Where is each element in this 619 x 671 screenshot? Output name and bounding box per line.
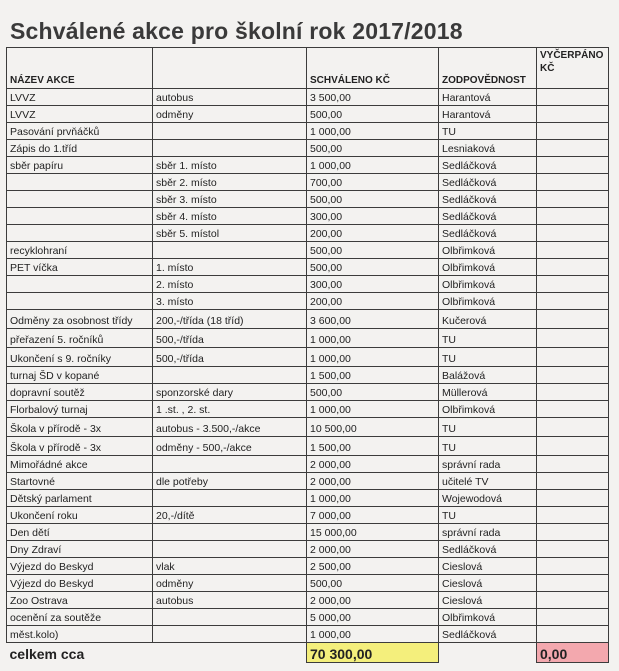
cell-approved: 500,00: [307, 384, 439, 401]
cell-spent: [537, 592, 609, 609]
cell-name: Startovné: [7, 473, 153, 490]
cell-spent: [537, 157, 609, 174]
cell-detail: [153, 609, 307, 626]
cell-name: Mimořádné akce: [7, 456, 153, 473]
cell-detail: 3. místo: [153, 293, 307, 310]
total-label: celkem cca: [7, 643, 153, 663]
cell-name: [7, 276, 153, 293]
table-row: [7, 174, 609, 191]
cell-spent: [537, 609, 609, 626]
cell-name: Škola v přírodě - 3x: [7, 418, 153, 437]
cell-detail: 500,-/třída: [153, 348, 307, 367]
cell-approved: 500,00: [307, 140, 439, 157]
table-header-row: [7, 48, 609, 89]
cell-approved: 1 000,00: [307, 348, 439, 367]
cell-responsible: Harantová: [439, 106, 537, 123]
cell-name: Dětský parlament: [7, 490, 153, 507]
cell-approved: 1 000,00: [307, 157, 439, 174]
cell-spent: [537, 225, 609, 242]
table-row: [7, 259, 609, 276]
cell-name: Odměny za osobnost třídy: [7, 310, 153, 329]
cell-responsible: TU: [439, 437, 537, 456]
total-responsible-empty: [439, 643, 537, 663]
cell-approved: 1 500,00: [307, 437, 439, 456]
header-spent: VYČERPÁNO KČ: [537, 48, 609, 89]
table-row: [7, 348, 609, 367]
cell-responsible: správní rada: [439, 456, 537, 473]
cell-approved: 1 000,00: [307, 401, 439, 418]
cell-name: Ukončení roku: [7, 507, 153, 524]
table-row: [7, 437, 609, 456]
table-row: [7, 191, 609, 208]
table-row: [7, 592, 609, 609]
table-row: [7, 507, 609, 524]
cell-approved: 1 000,00: [307, 329, 439, 348]
cell-detail: autobus - 3.500,-/akce: [153, 418, 307, 437]
table-row: [7, 89, 609, 106]
cell-detail: [153, 456, 307, 473]
cell-name: sběr papíru: [7, 157, 153, 174]
cell-approved: 1 500,00: [307, 367, 439, 384]
cell-spent: [537, 208, 609, 225]
cell-detail: 1. místo: [153, 259, 307, 276]
cell-responsible: Kučerová: [439, 310, 537, 329]
table-row: [7, 140, 609, 157]
cell-responsible: TU: [439, 418, 537, 437]
cell-spent: [537, 626, 609, 643]
cell-name: Výjezd do Beskyd: [7, 575, 153, 592]
cell-responsible: TU: [439, 123, 537, 140]
cell-approved: 500,00: [307, 242, 439, 259]
cell-responsible: TU: [439, 348, 537, 367]
cell-detail: vlak: [153, 558, 307, 575]
cell-approved: 7 000,00: [307, 507, 439, 524]
table-row: [7, 293, 609, 310]
cell-name: Zápis do 1.tříd: [7, 140, 153, 157]
cell-spent: [537, 418, 609, 437]
cell-name: LVVZ: [7, 89, 153, 106]
table-row: [7, 401, 609, 418]
cell-spent: [537, 456, 609, 473]
cell-responsible: Olbřimková: [439, 259, 537, 276]
table-row: [7, 456, 609, 473]
cell-approved: 2 000,00: [307, 473, 439, 490]
cell-name: [7, 208, 153, 225]
table-row: [7, 490, 609, 507]
total-row: [7, 643, 609, 663]
cell-spent: [537, 558, 609, 575]
cell-responsible: správní rada: [439, 524, 537, 541]
cell-responsible: Sedláčková: [439, 225, 537, 242]
cell-name: Škola v přírodě - 3x: [7, 437, 153, 456]
cell-name: dopravní soutěž: [7, 384, 153, 401]
cell-approved: 500,00: [307, 191, 439, 208]
cell-responsible: učitelé TV: [439, 473, 537, 490]
cell-responsible: Sedláčková: [439, 157, 537, 174]
cell-approved: 2 000,00: [307, 592, 439, 609]
cell-spent: [537, 541, 609, 558]
cell-spent: [537, 490, 609, 507]
cell-name: [7, 191, 153, 208]
table-row: [7, 123, 609, 140]
cell-approved: 300,00: [307, 208, 439, 225]
cell-responsible: TU: [439, 507, 537, 524]
cell-name: Dny Zdraví: [7, 541, 153, 558]
table-row: [7, 242, 609, 259]
cell-detail: [153, 541, 307, 558]
cell-responsible: Cieslová: [439, 575, 537, 592]
cell-approved: 1 000,00: [307, 123, 439, 140]
table-row: [7, 524, 609, 541]
cell-spent: [537, 507, 609, 524]
cell-responsible: Cieslová: [439, 592, 537, 609]
cell-spent: [537, 401, 609, 418]
cell-spent: [537, 106, 609, 123]
cell-approved: 700,00: [307, 174, 439, 191]
cell-responsible: Cieslová: [439, 558, 537, 575]
cell-detail: sběr 4. místo: [153, 208, 307, 225]
cell-approved: 2 000,00: [307, 541, 439, 558]
cell-spent: [537, 437, 609, 456]
cell-responsible: TU: [439, 329, 537, 348]
table-row: [7, 208, 609, 225]
table-body: [7, 89, 609, 643]
cell-spent: [537, 367, 609, 384]
header-responsible: ZODPOVĚDNOST: [439, 48, 537, 89]
cell-detail: 500,-/třída: [153, 329, 307, 348]
table-row: [7, 384, 609, 401]
cell-detail: [153, 367, 307, 384]
table-row: [7, 329, 609, 348]
cell-spent: [537, 310, 609, 329]
cell-responsible: Olbřimková: [439, 276, 537, 293]
header-name: NÁZEV AKCE: [7, 48, 153, 89]
cell-detail: odměny: [153, 575, 307, 592]
table-row: [7, 418, 609, 437]
cell-responsible: Sedláčková: [439, 208, 537, 225]
cell-spent: [537, 123, 609, 140]
cell-name: Výjezd do Beskyd: [7, 558, 153, 575]
budget-table: [6, 47, 609, 663]
cell-responsible: Olbřimková: [439, 242, 537, 259]
cell-spent: [537, 473, 609, 490]
cell-name: PET víčka: [7, 259, 153, 276]
table-row: [7, 310, 609, 329]
cell-detail: sběr 2. místo: [153, 174, 307, 191]
cell-detail: [153, 242, 307, 259]
cell-responsible: Sedláčková: [439, 191, 537, 208]
cell-approved: 200,00: [307, 225, 439, 242]
table-row: [7, 106, 609, 123]
cell-responsible: Lesniaková: [439, 140, 537, 157]
cell-name: [7, 174, 153, 191]
total-approved: 70 300,00: [307, 643, 439, 663]
table-row: [7, 157, 609, 174]
cell-approved: 500,00: [307, 259, 439, 276]
cell-spent: [537, 293, 609, 310]
cell-responsible: Sedláčková: [439, 626, 537, 643]
cell-name: [7, 225, 153, 242]
cell-responsible: Wojewodová: [439, 490, 537, 507]
cell-responsible: Müllerová: [439, 384, 537, 401]
cell-responsible: Olbřimková: [439, 293, 537, 310]
cell-approved: 5 000,00: [307, 609, 439, 626]
cell-approved: 10 500,00: [307, 418, 439, 437]
cell-detail: 1 .st. , 2. st.: [153, 401, 307, 418]
cell-detail: sběr 1. místo: [153, 157, 307, 174]
cell-detail: autobus: [153, 89, 307, 106]
cell-spent: [537, 191, 609, 208]
cell-detail: 20,-/dítě: [153, 507, 307, 524]
cell-name: ocenění za soutěže: [7, 609, 153, 626]
cell-responsible: Olbřimková: [439, 401, 537, 418]
cell-name: turnaj ŠD v kopané: [7, 367, 153, 384]
page-title: Schválené akce pro školní rok 2017/2018: [10, 18, 463, 44]
cell-approved: 15 000,00: [307, 524, 439, 541]
cell-detail: odměny: [153, 106, 307, 123]
cell-name: Florbalový turnaj: [7, 401, 153, 418]
cell-name: přeřazení 5. ročníků: [7, 329, 153, 348]
cell-responsible: Sedláčková: [439, 174, 537, 191]
cell-spent: [537, 348, 609, 367]
cell-approved: 3 500,00: [307, 89, 439, 106]
cell-name: Ukončení s 9. ročníky: [7, 348, 153, 367]
cell-name: [7, 293, 153, 310]
cell-detail: odměny - 500,-/akce: [153, 437, 307, 456]
cell-detail: dle potřeby: [153, 473, 307, 490]
cell-name: recyklohraní: [7, 242, 153, 259]
cell-approved: 3 600,00: [307, 310, 439, 329]
cell-spent: [537, 140, 609, 157]
table-row: [7, 225, 609, 242]
total-detail-empty: [153, 643, 307, 663]
cell-detail: sběr 5. místol: [153, 225, 307, 242]
cell-name: LVVZ: [7, 106, 153, 123]
cell-detail: [153, 140, 307, 157]
cell-approved: 2 000,00: [307, 456, 439, 473]
cell-name: měst.kolo): [7, 626, 153, 643]
cell-approved: 500,00: [307, 106, 439, 123]
cell-spent: [537, 524, 609, 541]
table-row: [7, 276, 609, 293]
header-approved: SCHVÁLENO KČ: [307, 48, 439, 89]
cell-responsible: Harantová: [439, 89, 537, 106]
cell-approved: 1 000,00: [307, 490, 439, 507]
cell-spent: [537, 384, 609, 401]
cell-detail: 2. místo: [153, 276, 307, 293]
cell-approved: 2 500,00: [307, 558, 439, 575]
cell-name: Pasování prvňáčků: [7, 123, 153, 140]
cell-detail: [153, 524, 307, 541]
table-row: [7, 541, 609, 558]
table-row: [7, 575, 609, 592]
cell-detail: sponzorské dary: [153, 384, 307, 401]
cell-detail: [153, 123, 307, 140]
table-row: [7, 367, 609, 384]
cell-detail: sběr 3. místo: [153, 191, 307, 208]
cell-responsible: Sedláčková: [439, 541, 537, 558]
cell-detail: 200,-/třída (18 tříd): [153, 310, 307, 329]
cell-detail: [153, 490, 307, 507]
cell-detail: autobus: [153, 592, 307, 609]
cell-detail: [153, 626, 307, 643]
cell-approved: 200,00: [307, 293, 439, 310]
table-row: [7, 626, 609, 643]
cell-name: Den dětí: [7, 524, 153, 541]
table-row: [7, 558, 609, 575]
cell-approved: 1 000,00: [307, 626, 439, 643]
table-row: [7, 473, 609, 490]
cell-spent: [537, 174, 609, 191]
cell-responsible: Olbřimková: [439, 609, 537, 626]
cell-spent: [537, 575, 609, 592]
cell-name: Zoo Ostrava: [7, 592, 153, 609]
table-row: [7, 609, 609, 626]
cell-spent: [537, 259, 609, 276]
total-spent: 0,00: [537, 643, 609, 663]
cell-approved: 500,00: [307, 575, 439, 592]
cell-responsible: Balážová: [439, 367, 537, 384]
header-detail: [153, 48, 307, 89]
cell-approved: 300,00: [307, 276, 439, 293]
cell-spent: [537, 242, 609, 259]
cell-spent: [537, 276, 609, 293]
cell-spent: [537, 89, 609, 106]
cell-spent: [537, 329, 609, 348]
